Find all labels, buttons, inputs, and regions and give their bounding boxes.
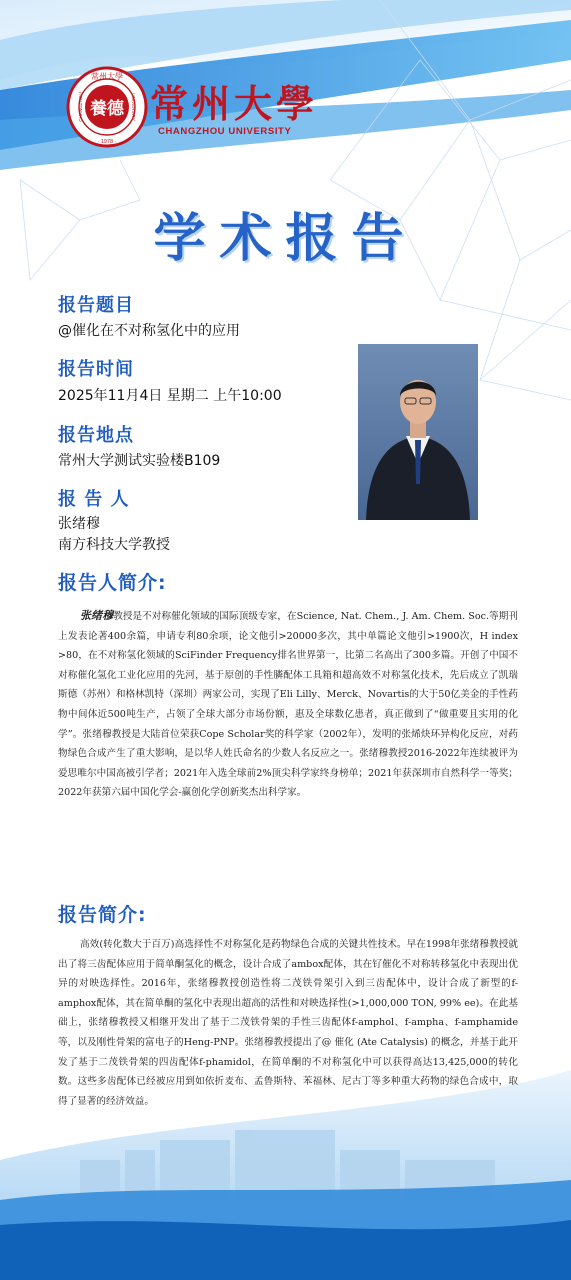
speaker-label: 报 告 人 <box>58 489 130 510</box>
time-label: 报告时间 <box>58 359 134 380</box>
speaker-name: 张绪穆 <box>58 516 100 532</box>
location-value: 常州大学测试实验楼B109 <box>58 453 221 469</box>
bio-heading: 报告人简介: <box>58 572 167 594</box>
topic-label: 报告题目 <box>58 295 134 316</box>
speaker-affiliation: 南方科技大学教授 <box>58 537 170 553</box>
seal-right-text: UNIVERSITY <box>131 93 136 121</box>
university-seal-logo <box>66 66 148 148</box>
seal-left-text: CHANGZHOU <box>78 92 83 122</box>
seal-top-text: 常州大學 <box>91 72 123 81</box>
abstract-text: 高效(转化数大于百万)高选择性不对称氢化是药物绿色合成的关键共性技术。早在1998年张绪穆教授就出了将三齿配体应用于简单酮氢化的概念，设计合成了ambox配体，其在钌催化不对称转移氢化中表现出优异的对映选择性。2016年，张绪穆教授创造性将二茂铁骨架引入到三齿配体中，设计合成了新型的f-amphox配体，其在简单酮的氢化中表现出超高的活性和对映选择性(>1,000,000 TON, 99% ee)。在此基础上，张绪穆教授又相继开发出了基于二茂铁骨架的手性三齿配体f-amphol、f-ampha、f-amphamide等，以及刚性骨架的富电子的Heng-PNP。张绪穆教授提出了@ 催化 (Ate Catalysis) 的概念，并基于此开发了基于二茂铁骨架的四齿配体f-phamidol，在简单酮的不对称氢化中可以获得高达13,425,000的转化数。这些多齿配体已经被应用到如依折麦布、孟鲁斯特、苯福林、尼古丁等多种重大药物的绿色合成中，取得了显著的经济效益。 <box>58 939 518 1107</box>
speaker-signature: 张绪穆 <box>80 609 114 622</box>
seal-year: · 1978 · <box>97 139 117 145</box>
seal-center-text: 養德 <box>90 99 124 119</box>
bio-text: 教授是不对称催化领域的国际顶级专家，在Science, Nat. Chem., J. Am. Chem. Soc.等期刊上发表论著400余篇，申请专利80余项，论文他引>20000多次，其中单篇论文他引>1900次，H index >80，在不对称氢化领域的SciFinder Frequency排名世界第一，比第二名高出了300多篇。开创了中国不对称催化氢化工业化应用的先河，基于原创的手性膦配体工具箱和超高效不对称氢化技术，先后成立了凯瑞斯德（苏州）和格林凯特（深圳）两家公司，实现了Eli Lilly、Merck、Novartis的大于50亿美金的手性药物中间体近500吨生产，占领了全球大部分市场份额，惠及全球数亿患者，真正做到了“做重要且实用的化学”。张绪穆教授是大陆首位荣获Cope Scholar奖的科学家（2002年），发明的张烯炔环异构化反应，对药物绿色合成产生了重大影响，是以华人姓氏命名的少数人名反应之一。张绪穆教授2016-2022年连续被评为爱思唯尔中国高被引学者；2021年入选全球前2%顶尖科学家终身榜单；2021年获深圳市自然科学一等奖；2022年获第六届中国化学会-赢创化学创新奖杰出科学家。 <box>58 611 518 799</box>
abstract-heading: 报告简介: <box>58 904 147 926</box>
location-label: 报告地点 <box>58 425 134 446</box>
university-name-en: CHANGZHOU UNIVERSITY <box>158 126 292 137</box>
university-name: 常州大學 <box>150 81 319 126</box>
page-title: 学术报告 <box>153 209 418 269</box>
time-value: 2025年11月4日 星期二 上午10:00 <box>58 388 282 404</box>
bio-paragraph <box>58 606 518 803</box>
topic-value: @催化在不对称氢化中的应用 <box>58 323 240 339</box>
speaker-photo <box>358 344 478 520</box>
